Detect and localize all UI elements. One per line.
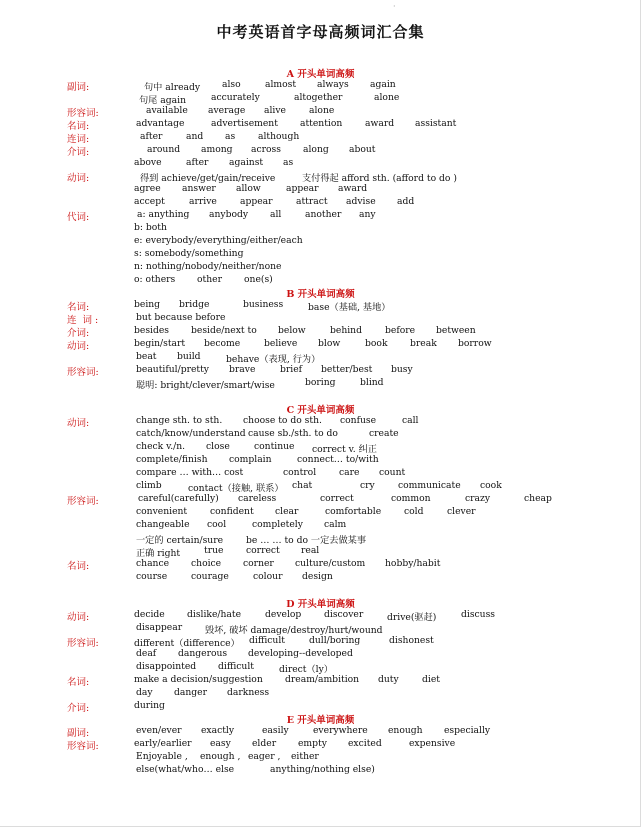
vocab-word: between xyxy=(436,325,476,336)
vocab-word: contact（接触, 联系） xyxy=(188,483,284,494)
vocab-word: 得到 achieve/get/gain/receive xyxy=(140,173,276,184)
vocab-word: cause sb./sth. to do xyxy=(248,428,338,439)
vocab-word: even/ever xyxy=(136,725,182,736)
vocab-word: attract xyxy=(296,196,328,207)
vocab-word: dishonest xyxy=(389,635,434,646)
part-of-speech-label: 动词: xyxy=(67,173,90,184)
vocab-word: before xyxy=(385,325,416,336)
vocab-word: comfortable xyxy=(325,506,382,517)
part-of-speech-label: 形容词: xyxy=(67,496,99,507)
vocab-word: make a decision/suggestion xyxy=(134,674,263,685)
vocab-word: advise xyxy=(346,196,376,207)
vocab-word: alive xyxy=(264,105,286,116)
section-header-c: C 开头单词高频 xyxy=(286,405,355,416)
vocab-word: assistant xyxy=(415,118,457,129)
section-header-a: A 开头单词高频 xyxy=(286,69,355,80)
vocab-word: easy xyxy=(210,738,231,749)
vocab-word: danger xyxy=(174,687,207,698)
vocab-word: empty xyxy=(298,738,327,749)
vocab-word: confuse xyxy=(340,415,377,426)
vocab-word: 句尾 again xyxy=(139,95,186,106)
vocab-word: blow xyxy=(318,338,341,349)
vocab-word: other xyxy=(197,274,222,285)
vocab-word: hobby/habit xyxy=(385,558,441,569)
vocab-word: difficult xyxy=(249,635,285,646)
vocab-word: Enjoyable , xyxy=(136,751,188,762)
vocab-word: agree xyxy=(134,183,161,194)
vocab-word: across xyxy=(251,144,281,155)
vocab-word: completely xyxy=(252,519,303,530)
vocab-word: darkness xyxy=(227,687,270,698)
vocab-word: care xyxy=(339,467,360,478)
vocab-word: diet xyxy=(422,674,440,685)
vocab-word: along xyxy=(303,144,329,155)
vocab-word: 一定的 certain/sure xyxy=(136,535,224,546)
vocab-word: during xyxy=(134,700,165,711)
vocab-word: brief xyxy=(280,364,303,375)
vocab-word: calm xyxy=(324,519,347,530)
part-of-speech-label: 介词: xyxy=(67,147,90,158)
part-of-speech-label: 形容词: xyxy=(67,108,99,119)
vocab-word: change sth. to sth. xyxy=(136,415,223,426)
vocab-word: as xyxy=(225,131,236,142)
vocab-word: beside/next to xyxy=(191,325,257,336)
part-of-speech-label: 副词: xyxy=(67,82,90,93)
vocab-word: advantage xyxy=(136,118,185,129)
vocab-word: below xyxy=(278,325,306,336)
vocab-word: expensive xyxy=(409,738,456,749)
vocab-word: create xyxy=(369,428,399,439)
part-of-speech-label: 动词: xyxy=(67,612,90,623)
vocab-word: call xyxy=(402,415,419,426)
vocab-word: compare … with… cost xyxy=(136,467,244,478)
vocab-word: allow xyxy=(236,183,261,194)
vocab-word: behind xyxy=(330,325,362,336)
section-header-d: D 开头单词高频 xyxy=(286,599,355,610)
vocab-word: being xyxy=(134,299,161,310)
vocab-word: exactly xyxy=(201,725,235,736)
vocab-word: bridge xyxy=(179,299,210,310)
vocab-word: against xyxy=(229,157,264,168)
vocab-word: besides xyxy=(134,325,170,336)
vocab-word: answer xyxy=(182,183,216,194)
vocab-word: all xyxy=(270,209,282,220)
vocab-word: arrive xyxy=(189,196,217,207)
vocab-word: elder xyxy=(252,738,277,749)
vocab-word: cheap xyxy=(524,493,552,504)
vocab-word: almost xyxy=(265,79,297,90)
vocab-word: base（基础, 基地） xyxy=(308,302,391,313)
vocab-word: a: anything xyxy=(137,209,190,220)
part-of-speech-label: 形容词: xyxy=(67,367,99,378)
vocab-word: after xyxy=(140,131,163,142)
vocab-word: choice xyxy=(191,558,222,569)
vocab-word: appear xyxy=(240,196,273,207)
vocab-word: choose to do sth. xyxy=(243,415,322,426)
vocab-word: beautiful/pretty xyxy=(136,364,209,375)
part-of-speech-label: 动词: xyxy=(67,341,90,352)
vocab-word: anybody xyxy=(209,209,249,220)
vocab-word: n: nothing/nobody/neither/none xyxy=(134,261,282,272)
vocab-word: cold xyxy=(404,506,424,517)
page-title: 中考英语首字母高频词汇合集 xyxy=(216,23,425,41)
vocab-word: design xyxy=(302,571,333,582)
part-of-speech-label: 代词: xyxy=(67,212,90,223)
vocab-word: alone xyxy=(374,92,400,103)
part-of-speech-label: 连词: xyxy=(67,134,90,145)
vocab-word: complain xyxy=(229,454,272,465)
vocab-word: courage xyxy=(191,571,229,582)
vocab-word: easily xyxy=(262,725,289,736)
vocab-word: discuss xyxy=(461,609,496,620)
vocab-word: dislike/hate xyxy=(187,609,242,620)
vocab-word: disappointed xyxy=(136,661,197,672)
vocab-word: crazy xyxy=(465,493,491,504)
vocab-word: although xyxy=(258,131,300,142)
vocab-word: control xyxy=(283,467,317,478)
part-of-speech-label: 名词: xyxy=(67,677,90,688)
vocab-word: brave xyxy=(229,364,256,375)
vocab-word: clever xyxy=(447,506,476,517)
vocab-word: 毁坏, 破坏 damage/destroy/hurt/wound xyxy=(205,625,383,636)
vocab-word: early/earlier xyxy=(134,738,192,749)
part-of-speech-label: 名词: xyxy=(67,121,90,132)
vocab-word: dream/ambition xyxy=(285,674,360,685)
vocab-word: correct xyxy=(320,493,354,504)
vocab-word: close xyxy=(206,441,230,452)
section-header-b: B 开头单词高频 xyxy=(286,289,355,300)
vocab-word: clear xyxy=(275,506,299,517)
vocab-word: correct xyxy=(246,545,280,556)
vocab-word: enough xyxy=(388,725,423,736)
vocab-word: cool xyxy=(207,519,227,530)
vocab-word: convenient xyxy=(136,506,188,517)
vocab-word: but because before xyxy=(136,312,226,323)
vocab-word: different（difference） xyxy=(134,638,240,649)
part-of-speech-label: 形容词: xyxy=(67,741,99,752)
vocab-word: difficult xyxy=(218,661,254,672)
vocab-word: changeable xyxy=(136,519,190,530)
vocab-word: add xyxy=(397,196,415,207)
vocab-word: award xyxy=(365,118,395,129)
vocab-word: day xyxy=(136,687,153,698)
vocab-word: else(what/who… else xyxy=(136,764,235,775)
vocab-word: be … … to do 一定去做某事 xyxy=(246,535,367,546)
vocab-word: course xyxy=(136,571,168,582)
vocab-word: decide xyxy=(134,609,165,620)
vocab-word: 句中 already xyxy=(144,82,201,93)
vocab-word: enough , xyxy=(200,751,241,762)
vocab-word: discover xyxy=(324,609,364,620)
vocab-word: busy xyxy=(391,364,413,375)
vocab-word: book xyxy=(365,338,388,349)
vocab-word: about xyxy=(349,144,376,155)
vocab-word: o: others xyxy=(134,274,176,285)
vocab-word: b: both xyxy=(134,222,167,233)
vocab-word: careless xyxy=(238,493,277,504)
vocab-word: develop xyxy=(265,609,302,620)
vocab-word: culture/custom xyxy=(295,558,366,569)
part-of-speech-label: 动词: xyxy=(67,418,90,429)
vocab-word: confident xyxy=(210,506,254,517)
part-of-speech-label: 名词: xyxy=(67,302,90,313)
vocab-word: become xyxy=(204,338,241,349)
vocab-word: one(s) xyxy=(244,274,273,285)
vocab-word: always xyxy=(317,79,349,90)
vocab-word: break xyxy=(410,338,437,349)
vocab-word: careful(carefully) xyxy=(138,493,219,504)
vocab-word: among xyxy=(201,144,233,155)
vocab-word: 聪明: bright/clever/smart/wise xyxy=(136,380,275,391)
vocab-word: appear xyxy=(286,183,319,194)
vocab-word: boring xyxy=(305,377,336,388)
vocab-word: another xyxy=(305,209,342,220)
vocab-word: award xyxy=(338,183,368,194)
part-of-speech-label: 形容词: xyxy=(67,638,99,649)
vocab-word: climb xyxy=(136,480,162,491)
part-of-speech-label: 副词: xyxy=(67,728,90,739)
part-of-speech-label: 介词: xyxy=(67,328,90,339)
vocab-word: better/best xyxy=(321,364,373,375)
vocab-word: and xyxy=(186,131,204,142)
vocab-word: believe xyxy=(264,338,298,349)
vocab-word: alone xyxy=(309,105,335,116)
vocab-word: especially xyxy=(444,725,491,736)
vocab-word: anything/nothing else) xyxy=(270,764,375,775)
vocab-word: attention xyxy=(300,118,343,129)
vocab-word: deaf xyxy=(136,648,157,659)
vocab-word: advertisement xyxy=(211,118,278,129)
vocab-word: check v./n. xyxy=(136,441,186,452)
vocab-word: developing--developed xyxy=(248,648,353,659)
vocab-word: dangerous xyxy=(178,648,228,659)
vocab-word: either xyxy=(291,751,319,762)
part-of-speech-label: 介词: xyxy=(67,703,90,714)
vocab-word: altogether xyxy=(294,92,343,103)
vocab-word: direct（ly） xyxy=(279,664,333,675)
vocab-word: 支付得起 afford sth. (afford to do ) xyxy=(302,173,457,184)
vocab-word: chat xyxy=(292,480,313,491)
part-of-speech-label: 名词: xyxy=(67,561,90,572)
section-header-e: E 开头单词高频 xyxy=(286,715,355,726)
vocab-word: 正确 right xyxy=(136,548,181,559)
vocab-word: accept xyxy=(134,196,165,207)
vocab-word: build xyxy=(177,351,201,362)
vocab-word: duty xyxy=(378,674,399,685)
vocab-word: complete/finish xyxy=(136,454,208,465)
vocab-word: real xyxy=(301,545,320,556)
vocab-word: connect… to/with xyxy=(297,454,379,465)
vocab-word: s: somebody/something xyxy=(134,248,244,259)
vocab-word: drive(驱赶) xyxy=(387,612,437,623)
vocab-word: eager , xyxy=(248,751,281,762)
vocab-word: as xyxy=(283,157,294,168)
scan-dot: · xyxy=(393,2,396,11)
vocab-word: dull/boring xyxy=(309,635,361,646)
vocab-word: behave（表现, 行为） xyxy=(226,354,321,365)
vocab-word: everywhere xyxy=(313,725,368,736)
vocab-word: blind xyxy=(360,377,384,388)
vocab-word: around xyxy=(147,144,181,155)
vocab-word: excited xyxy=(348,738,382,749)
vocab-word: accurately xyxy=(211,92,260,103)
vocab-word: continue xyxy=(254,441,295,452)
vocab-word: communicate xyxy=(398,480,461,491)
vocab-word: begin/start xyxy=(134,338,186,349)
vocab-word: business xyxy=(243,299,284,310)
vocab-word: average xyxy=(208,105,246,116)
vocab-word: above xyxy=(134,157,162,168)
vocab-word: available xyxy=(146,105,188,116)
vocab-word: e: everybody/everything/either/each xyxy=(134,235,303,246)
vocab-word: also xyxy=(222,79,241,90)
vocab-word: after xyxy=(186,157,209,168)
vocab-word: corner xyxy=(243,558,274,569)
vocab-word: chance xyxy=(136,558,170,569)
vocab-word: borrow xyxy=(458,338,492,349)
vocab-word: catch/know/understand xyxy=(136,428,246,439)
vocab-word: count xyxy=(379,467,406,478)
vocab-word: correct v. 纠正 xyxy=(312,444,377,455)
vocab-word: common xyxy=(391,493,431,504)
vocab-word: again xyxy=(370,79,396,90)
vocab-word: colour xyxy=(253,571,283,582)
vocab-word: true xyxy=(204,545,224,556)
vocab-word: beat xyxy=(136,351,157,362)
vocab-word: cry xyxy=(360,480,375,491)
vocab-word: cook xyxy=(480,480,502,491)
vocab-word: any xyxy=(359,209,376,220)
vocab-word: disappear xyxy=(136,622,183,633)
part-of-speech-label: 连 词 : xyxy=(67,315,99,326)
